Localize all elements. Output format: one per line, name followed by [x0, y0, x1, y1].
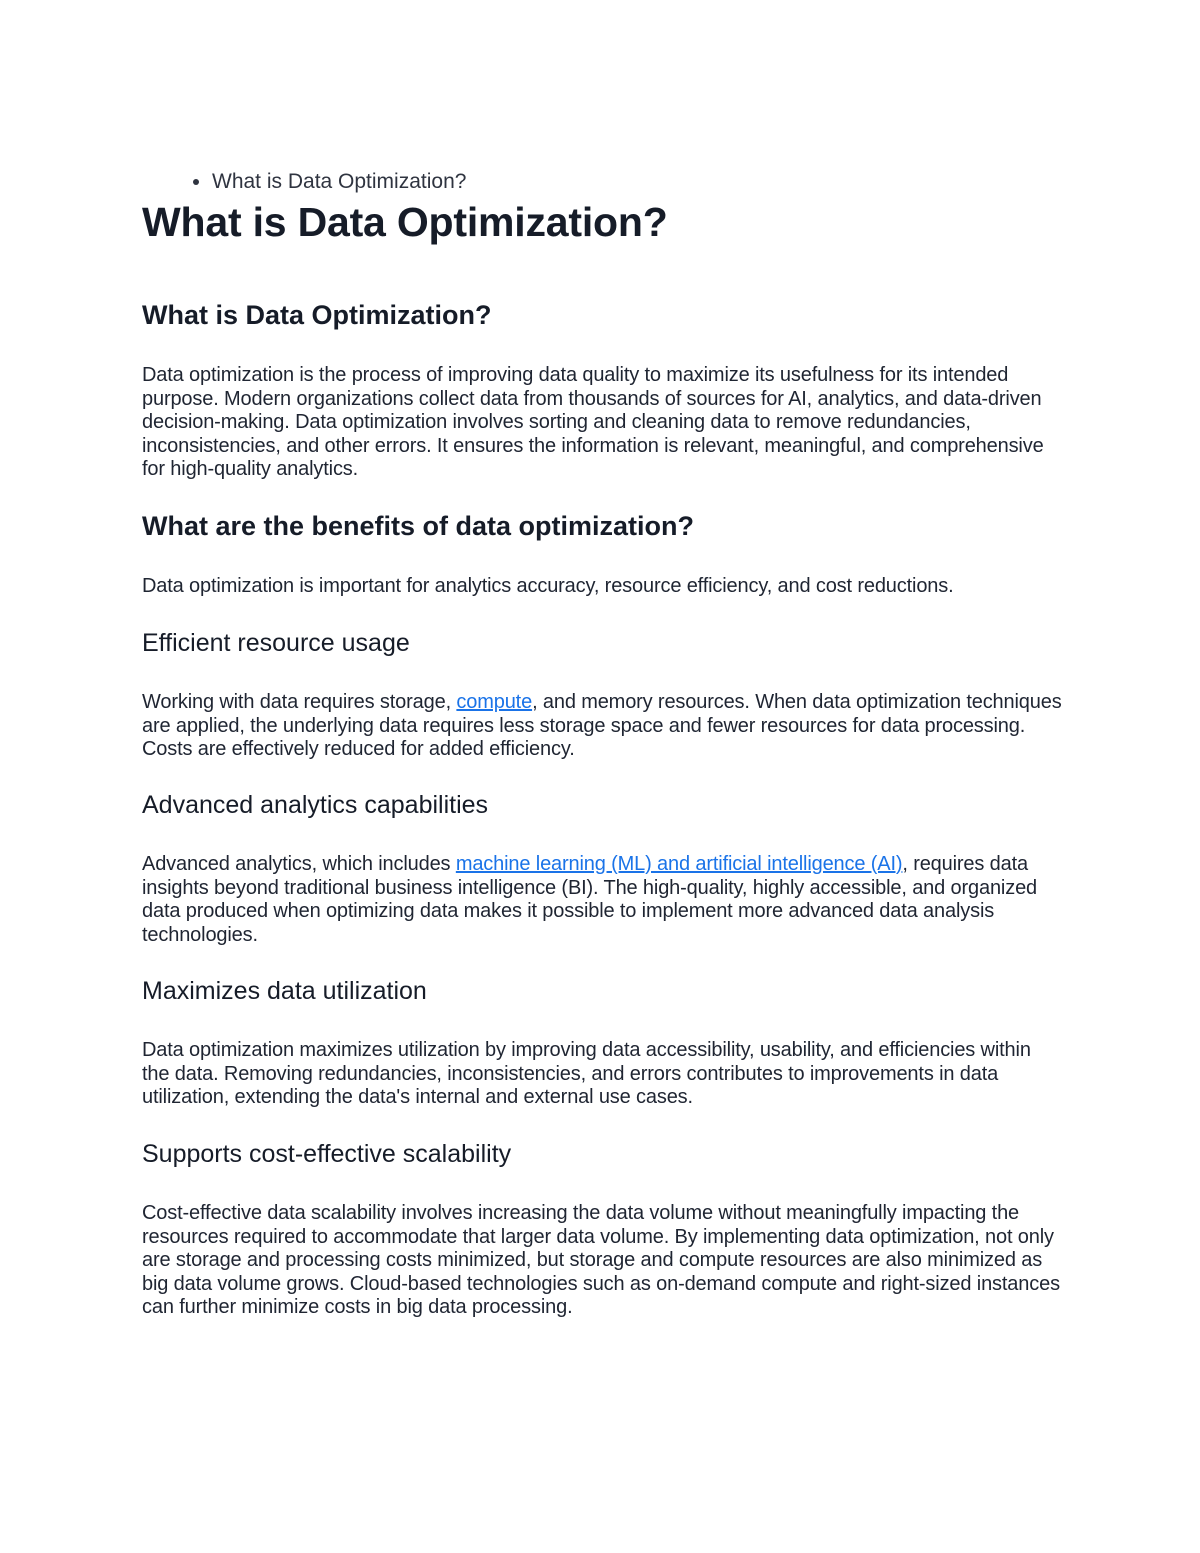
section-heading-scalability: Supports cost-effective scalability: [142, 1140, 512, 1168]
body-text: , requires data insights beyond traditional business intelligence (BI). The high-quality, highly accessible, and organized data produced when optimizing data makes it possible to implement more advanced data analysis technologies.: [142, 853, 1038, 946]
page-title: What is Data Optimization?: [142, 199, 668, 245]
section-heading-maximizes: Maximizes data utilization: [142, 977, 427, 1005]
body-text: Working with data requires storage,: [142, 691, 457, 713]
section-body-benefits: Data optimization is important for analytics accuracy, resource efficiency, and cost reductions.: [142, 575, 954, 597]
body-text: Advanced analytics, which includes: [142, 853, 456, 875]
section-body-scalability: Cost-effective data scalability involves increasing the data volume without meaningfully impacting the resources required to accommodate that larger data volume. By implementing data optimization, not only are storage and processing costs minimized, but storage and compute resources are also minimized as big data volume grows. Cloud-based technologies such as on-demand compute and right-sized instances can further minimize costs in big data processing.: [142, 1202, 1060, 1318]
section-heading-efficient: Efficient resource usage: [142, 629, 410, 657]
breadcrumb: [172, 168, 1132, 196]
section-body-advanced: [142, 853, 1062, 947]
section-body-maximizes: Data optimization maximizes utilization by improving data accessibility, usability, and efficiencies within the data. Removing redundancies, inconsistencies, and errors contributes to improvements in data utilization, extending the data's internal and external use cases.: [142, 1039, 1031, 1108]
section-heading-advanced: Advanced analytics capabilities: [142, 791, 489, 819]
section-body-efficient: [142, 691, 1062, 762]
compute-link[interactable]: compute: [456, 691, 533, 713]
ml-ai-link[interactable]: machine learning (ML) and artificial intelligence (AI): [455, 853, 903, 875]
section-heading-benefits: What are the benefits of data optimization?: [142, 511, 695, 541]
section-heading-intro: What is Data Optimization?: [142, 300, 492, 330]
breadcrumb-item[interactable]: • What is Data Optimization?: [212, 168, 1132, 196]
section-body-intro: Data optimization is the process of improving data quality to maximize its usefulness for its intended purpose. Modern organizations collect data from thousands of sources for AI, analytics, and data-driven decision-making. Data optimization involves sorting and cleaning data to remove redundancies, inconsistencies, and other errors. It ensures the information is relevant, meaningful, and comprehensive for high-quality analytics.: [142, 364, 1044, 480]
body-text: , and memory resources. When data optimization techniques are applied, the underlying data requires less storage space and fewer resources for data processing. Costs are effectively reduced for added efficiency.: [142, 691, 1062, 760]
